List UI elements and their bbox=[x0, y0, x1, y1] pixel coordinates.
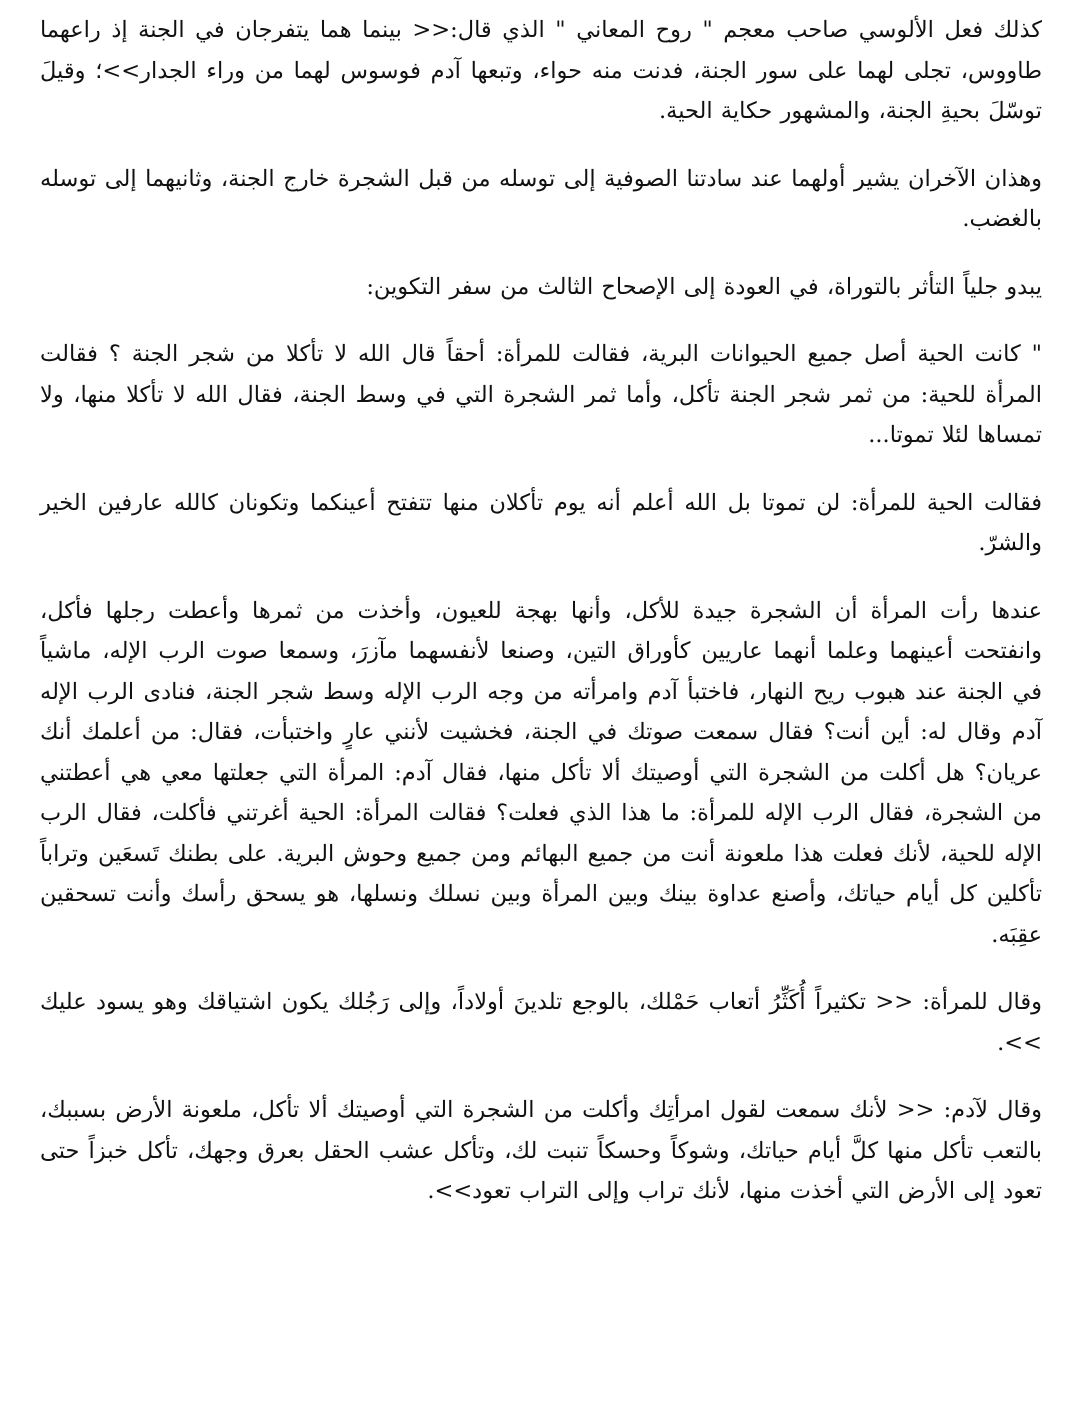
paragraph-eating-the-fruit: عندها رأت المرأة أن الشجرة جيدة للأكل، وأنها بهجة للعيون، وأخذت من ثمرها وأعطت رجلها فأكل، وانفتحت أعينهما وعلما أنهما عاريين كأوراق التين، وصنعا لأنفسهما مآزرَ، وسمعا صوت الرب الإله، ماشياً في الجنة عند هبوب ريح النهار، فاختبأ آدم وامرأته من وجه الرب الإله وسط شجر الجنة، فنادى الرب الإله آدم وقال له: أين أنت؟ فقال سمعت صوتك في الجنة، فخشيت لأنني عارٍ واختبأت، فقال: من أعلمك أنك عريان؟ هل أكلت من الشجرة التي أوصيتك ألا تأكل منها، فقال آدم: المرأة التي جعلتها معي هي أعطتني من الشجرة، فقال الرب الإله للمرأة: ما هذا الذي فعلت؟ فقالت المرأة: الحية أغرتني فأكلت، فقال الرب الإله للحية، لأنك فعلت هذا ملعونة أنت من جميع البهائم ومن جميع وحوش البرية. على بطنك تَسعَين وتراباً تأكلين كل أيام حياتك، وأصنع عداوة بينك وبين المرأة وبين نسلك ونسلها، هو يسحق رأسك وأنت تسحقين عقِبَه. bbox=[40, 597, 1042, 948]
paragraph-torah-influence: يبدو جلياً التأثر بالتوراة، في العودة إلى الإصحاح الثالث من سفر التكوين: bbox=[366, 273, 1042, 300]
paragraph-words-to-adam: وقال لآدم: << لأنك سمعت لقول امرأتِك وأكلت من الشجرة التي أوصيتك ألا تأكل، ملعونة الأرض بسببك، بالتعب تأكل منها كلَّ أيام حياتك، وشوكاً وحسكاً تنبت لك، وتأكل عشب الحقل بعرق وجهك، تأكل خبزاً حتى تعود إلى الأرض التي أخذت منها، لأنك تراب وإلى التراب تعود>>. bbox=[40, 1097, 1042, 1204]
paragraph-words-to-woman: وقال للمرأة: << تكثيراً أُكَثِّرُ أتعاب حَمْلك، بالوجع تلدينَ أولاداً، وإلى رَجُلك يكون اشتياقك وهو يسود عليك >>. bbox=[40, 989, 1042, 1056]
paragraph-serpent-reply: فقالت الحية للمرأة: لن تموتا بل الله أعلم أنه يوم تأكلان منها تتفتح أعينكما وتكونان كالله عارفين الخير والشرّ. bbox=[40, 489, 1042, 556]
paragraph-alusi-quote: كذلك فعل الألوسي صاحب معجم " روح المعاني " الذي قال:<< بينما هما يتفرجان في الجنة إذ راعهما طاووس، تجلى لهما على سور الجنة، فدنت منه حواء، وتبعها آدم فوسوس لهما من وراء الجدار>>؛ وقيلَ توسّلَ بحيةِ الجنة، والمشهور حكاية الحية. bbox=[40, 17, 1042, 124]
paragraph-sufi-interpretation: وهذان الآخران يشير أولهما عند سادتنا الصوفية إلى توسله من قبل الشجرة خارج الجنة، وثانيهما إلى توسله بالغضب. bbox=[40, 165, 1042, 232]
paragraph-genesis-serpent: " كانت الحية أصل جميع الحيوانات البرية، فقالت للمرأة: أحقاً قال الله لا تأكلا من شجر الجنة ؟ فقالت المرأة للحية: من ثمر شجر الجنة تأكل، وأما ثمر الشجرة التي في وسط الجنة، فقال الله لا تأكلا منها، ولا تمساها لئلا تموتا... bbox=[40, 341, 1042, 448]
